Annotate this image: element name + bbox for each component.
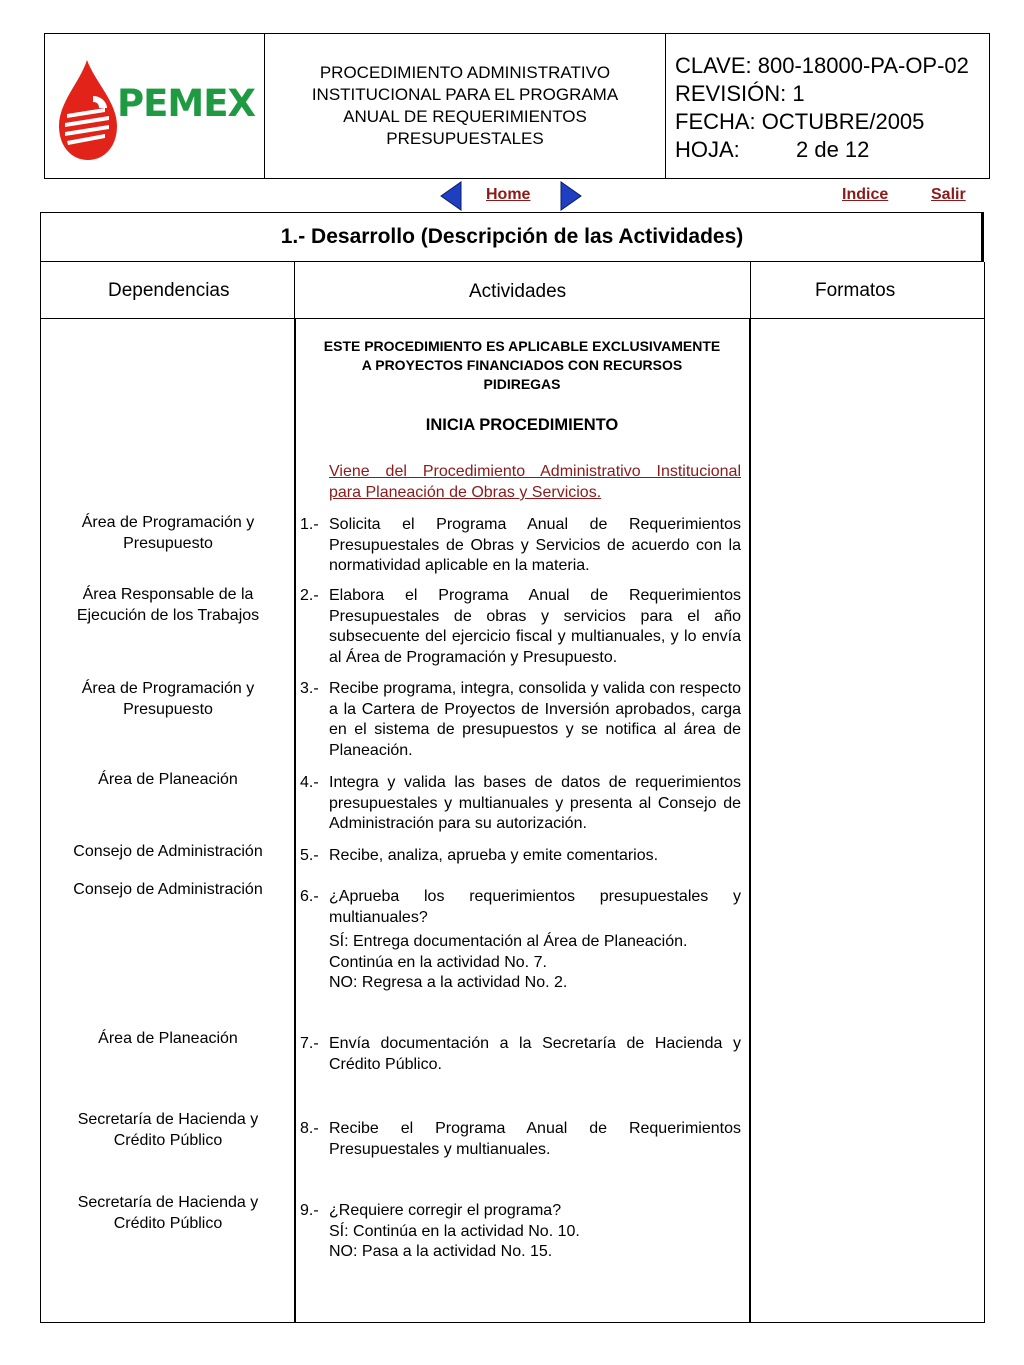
column-header-label: Actividades <box>469 281 567 302</box>
title-line: PROCEDIMIENTO ADMINISTRATIVO <box>319 63 611 82</box>
divider <box>981 212 983 262</box>
activity-text: Recibe el Programa Anual de Requerimientos Presupuestales y multianuales. <box>329 1120 741 1158</box>
link-line[interactable]: para Planeación de Obras y Servicios. <box>329 484 602 501</box>
section-title: 1.- Desarrollo (Descripción de las Actividades) <box>280 225 744 248</box>
activity-branch: SÍ: Continúa en la actividad No. 10. <box>329 1222 580 1240</box>
activity-text: Envía documentación a la Secretaría de Hacienda y Crédito Público. <box>329 1035 741 1073</box>
activity-branch: SÍ: Entrega documentación al Área de Planeación. <box>329 933 688 951</box>
pemex-logo-icon <box>53 56 123 166</box>
revision-text: REVISIÓN: 1 <box>675 81 805 106</box>
activity-item <box>300 773 741 835</box>
link-line[interactable]: Viene del Procedimiento Administrativo Institucional <box>329 463 741 480</box>
dependency-cell: Área Responsable de la Ejecución de los Trabajos <box>76 586 260 624</box>
activity-text: ¿Aprueba los requerimientos presupuestales y multianuales? <box>329 888 741 926</box>
activity-text: Recibe, analiza, aprueba y emite comentarios. <box>329 847 659 864</box>
activity-item <box>300 846 741 867</box>
activity-number: 6.- <box>300 888 319 905</box>
activity-branch: Continúa en la actividad No. 7. <box>329 953 547 971</box>
indice-link[interactable]: Indice <box>842 186 889 203</box>
activity-text: Solicita el Programa Anual de Requerimientos Presupuestales de Obras y Servicios de acuerdo con la normatividad aplicable en la materia. <box>329 516 741 575</box>
hoja-value: 2 de 12 <box>796 137 870 162</box>
title-line: INSTITUCIONAL PARA EL PROGRAMA <box>311 85 619 104</box>
applicability-notice <box>298 337 746 394</box>
column-header-label: Dependencias <box>108 280 230 301</box>
dependency-cell: Secretaría de Hacienda y Crédito Público <box>77 1194 259 1232</box>
dependency-cell: Área de Planeación <box>98 771 238 788</box>
dependency-cell: Área de Planeación <box>98 1030 238 1047</box>
title-line: ANUAL DE REQUERIMIENTOS <box>343 107 587 126</box>
activity-text: Recibe programa, integra, consolida y valida con respecto a la Cartera de Proyectos de Inversión aprobados, carga en el sistema de presupuestos y se notifica al área de Planeación. <box>329 680 741 759</box>
activity-item <box>300 1034 741 1075</box>
activity-branch: NO: Pasa a la actividad No. 15. <box>329 1243 553 1261</box>
activity-item <box>300 679 741 761</box>
dependency-cell: Consejo de Administración <box>73 843 263 860</box>
procedure-title-cell <box>265 34 666 178</box>
fecha-text: FECHA: OCTUBRE/2005 <box>675 109 925 134</box>
column-header-formatos <box>751 262 985 319</box>
hoja-line <box>675 137 870 163</box>
document-meta-cell <box>666 34 991 178</box>
column-divider <box>749 319 751 1323</box>
activity-number: 5.- <box>300 847 319 864</box>
next-arrow-icon[interactable] <box>559 181 583 211</box>
activity-number: 1.- <box>300 516 319 533</box>
notice-line: A PROYECTOS FINANCIADOS CON RECURSOS <box>361 357 683 373</box>
activity-number: 9.- <box>300 1202 319 1219</box>
title-line: PRESUPUESTALES <box>386 129 544 148</box>
activity-text: Integra y valida las bases de datos de requerimientos presupuestales y multianuales y presenta al Consejo de Administración para su autorización. <box>329 774 741 833</box>
previous-arrow-icon[interactable] <box>439 181 463 211</box>
start-label: INICIA PROCEDIMIENTO <box>425 416 619 434</box>
notice-line: ESTE PROCEDIMIENTO ES APLICABLE EXCLUSIVAMENTE <box>323 338 721 354</box>
dependency-cell: Secretaría de Hacienda y Crédito Público <box>77 1111 259 1149</box>
activity-number: 3.- <box>300 680 319 697</box>
column-header-dependencias <box>40 262 295 319</box>
column-header-actividades <box>295 262 751 319</box>
home-link[interactable]: Home <box>486 186 531 203</box>
hoja-label: HOJA: <box>675 137 740 162</box>
activity-number: 4.- <box>300 774 319 791</box>
column-divider <box>294 319 296 1323</box>
dependency-cell: Consejo de Administración <box>73 881 263 898</box>
previous-procedure-link[interactable] <box>329 461 741 503</box>
clave-text: CLAVE: 800-18000-PA-OP-02 <box>675 53 969 78</box>
activity-item <box>300 887 741 994</box>
document-header <box>44 33 990 179</box>
activity-number: 2.- <box>300 587 319 604</box>
dependency-cell: Área de Programación y Presupuesto <box>81 680 255 718</box>
activity-item <box>300 586 741 668</box>
activity-branch: NO: Regresa a la actividad No. 2. <box>329 974 568 992</box>
activity-number: 7.- <box>300 1035 319 1052</box>
column-header-label: Formatos <box>815 280 896 301</box>
procedure-title <box>312 62 618 150</box>
activity-item <box>300 1119 741 1160</box>
notice-line: PIDIREGAS <box>483 376 561 392</box>
activity-text: ¿Requiere corregir el programa? <box>329 1202 562 1219</box>
logo-cell <box>45 34 265 178</box>
pemex-logo-text: PEMEX <box>117 82 256 125</box>
activity-item <box>300 1201 741 1263</box>
activity-item <box>300 515 741 577</box>
salir-link[interactable]: Salir <box>931 186 966 203</box>
section-title-box <box>40 212 984 262</box>
activity-number: 8.- <box>300 1120 319 1137</box>
dependency-cell: Área de Programación y Presupuesto <box>81 514 255 552</box>
activity-text: Elabora el Programa Anual de Requerimientos Presupuestales de obras y servicios para el año subsecuente del ejercicio fiscal y multianuales, y lo envía al Área de Programación y Presupuesto. <box>329 587 741 666</box>
